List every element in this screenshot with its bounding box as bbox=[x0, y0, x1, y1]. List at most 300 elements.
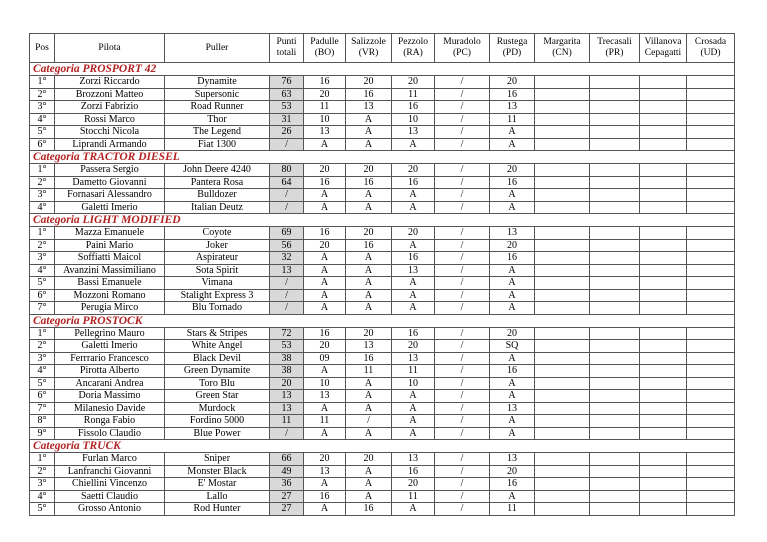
col-pezzolo-cell: 13 bbox=[392, 453, 435, 466]
col-muradolo-cell: / bbox=[435, 377, 490, 390]
col-trecasali-cell bbox=[590, 327, 640, 340]
col-crosada-cell bbox=[687, 189, 735, 202]
col-pilota-cell: Saetti Claudio bbox=[55, 490, 165, 503]
col-salizzole-cell: A bbox=[346, 277, 392, 290]
col-padulle-cell: 16 bbox=[304, 490, 346, 503]
col-crosada-cell bbox=[687, 239, 735, 252]
col-rustega-cell: SQ bbox=[490, 340, 535, 353]
col-rustega-cell: A bbox=[490, 415, 535, 428]
col-puller-cell: Sniper bbox=[165, 453, 270, 466]
col-padulle-cell: 10 bbox=[304, 113, 346, 126]
col-pilota-cell: Paini Mario bbox=[55, 239, 165, 252]
col-rustega-cell: 16 bbox=[490, 365, 535, 378]
col-muradolo-cell: / bbox=[435, 427, 490, 440]
col-salizzole-cell: A bbox=[346, 478, 392, 491]
col-muradolo-cell: / bbox=[435, 138, 490, 151]
category-row bbox=[30, 314, 735, 327]
col-pezzolo-cell: 11 bbox=[392, 88, 435, 101]
col-crosada-header: Crosada (UD) bbox=[687, 34, 735, 63]
col-pezzolo-cell: 13 bbox=[392, 264, 435, 277]
col-trecasali-cell bbox=[590, 478, 640, 491]
col-pilota-cell: Liprandi Armando bbox=[55, 138, 165, 151]
col-pezzolo-cell: 16 bbox=[392, 252, 435, 265]
col-pos-cell: 1° bbox=[30, 453, 55, 466]
col-punti-totali-cell: 13 bbox=[270, 390, 304, 403]
col-villanova-cell bbox=[640, 277, 687, 290]
col-trecasali-cell bbox=[590, 227, 640, 240]
col-margarita-cell bbox=[535, 76, 590, 89]
col-margarita-cell bbox=[535, 239, 590, 252]
col-salizzole-cell: A bbox=[346, 264, 392, 277]
col-padulle-cell: 09 bbox=[304, 352, 346, 365]
category-title: Categoria PROSPORT 42 bbox=[30, 63, 735, 76]
col-trecasali-cell bbox=[590, 176, 640, 189]
table-row bbox=[30, 478, 735, 491]
category-title: Categoria LIGHT MODIFIED bbox=[30, 214, 735, 227]
col-crosada-cell bbox=[687, 76, 735, 89]
col-puller-cell: The Legend bbox=[165, 126, 270, 139]
col-rustega-cell: 16 bbox=[490, 88, 535, 101]
col-trecasali-cell bbox=[590, 490, 640, 503]
col-crosada-cell bbox=[687, 327, 735, 340]
col-villanova-cell bbox=[640, 164, 687, 177]
col-pilota-cell: Bassi Emanuele bbox=[55, 277, 165, 290]
col-pezzolo-cell: A bbox=[392, 415, 435, 428]
col-crosada-cell bbox=[687, 503, 735, 516]
col-muradolo-cell: / bbox=[435, 164, 490, 177]
col-pos-cell: 2° bbox=[30, 465, 55, 478]
col-trecasali-cell bbox=[590, 189, 640, 202]
col-punti-totali-cell: / bbox=[270, 427, 304, 440]
col-pezzolo-cell: 13 bbox=[392, 126, 435, 139]
col-salizzole-cell: 16 bbox=[346, 176, 392, 189]
standings-table bbox=[29, 33, 735, 516]
table-header bbox=[30, 34, 735, 63]
col-crosada-cell bbox=[687, 164, 735, 177]
col-padulle-cell: A bbox=[304, 427, 346, 440]
col-muradolo-cell: / bbox=[435, 289, 490, 302]
col-villanova-cell bbox=[640, 340, 687, 353]
col-trecasali-cell bbox=[590, 239, 640, 252]
col-muradolo-cell: / bbox=[435, 227, 490, 240]
col-pezzolo-cell: 20 bbox=[392, 76, 435, 89]
col-trecasali-cell bbox=[590, 365, 640, 378]
col-pos-cell: 6° bbox=[30, 390, 55, 403]
col-crosada-cell bbox=[687, 352, 735, 365]
header-row bbox=[30, 34, 735, 63]
col-rustega-cell: 20 bbox=[490, 76, 535, 89]
col-crosada-cell bbox=[687, 277, 735, 290]
col-margarita-cell bbox=[535, 126, 590, 139]
col-padulle-cell: 20 bbox=[304, 340, 346, 353]
col-rustega-cell: 13 bbox=[490, 453, 535, 466]
col-crosada-cell bbox=[687, 289, 735, 302]
col-margarita-cell bbox=[535, 176, 590, 189]
col-punti-totali-cell: 76 bbox=[270, 76, 304, 89]
col-trecasali-cell bbox=[590, 302, 640, 315]
col-salizzole-cell: 20 bbox=[346, 327, 392, 340]
col-punti-totali-header: Punti totali bbox=[270, 34, 304, 63]
col-salizzole-cell: A bbox=[346, 490, 392, 503]
col-muradolo-cell: / bbox=[435, 176, 490, 189]
table-row bbox=[30, 377, 735, 390]
col-crosada-cell bbox=[687, 478, 735, 491]
col-pos-cell: 1° bbox=[30, 164, 55, 177]
col-puller-cell: Lallo bbox=[165, 490, 270, 503]
col-rustega-cell: 13 bbox=[490, 227, 535, 240]
col-salizzole-cell: A bbox=[346, 252, 392, 265]
col-punti-totali-cell: 26 bbox=[270, 126, 304, 139]
col-trecasali-cell bbox=[590, 415, 640, 428]
table-row bbox=[30, 201, 735, 214]
col-margarita-cell bbox=[535, 138, 590, 151]
col-rustega-cell: 16 bbox=[490, 176, 535, 189]
col-crosada-cell bbox=[687, 453, 735, 466]
col-crosada-cell bbox=[687, 101, 735, 114]
col-pilota-cell: Avanzini Massimiliano bbox=[55, 264, 165, 277]
col-margarita-cell bbox=[535, 302, 590, 315]
col-pezzolo-cell: 11 bbox=[392, 490, 435, 503]
col-crosada-cell bbox=[687, 302, 735, 315]
col-salizzole-cell: 16 bbox=[346, 503, 392, 516]
col-pilota-header: Pilota bbox=[55, 34, 165, 63]
col-muradolo-cell: / bbox=[435, 189, 490, 202]
col-padulle-cell: 20 bbox=[304, 239, 346, 252]
col-salizzole-cell: 11 bbox=[346, 365, 392, 378]
col-punti-totali-cell: 27 bbox=[270, 503, 304, 516]
col-rustega-cell: A bbox=[490, 201, 535, 214]
col-margarita-cell bbox=[535, 164, 590, 177]
col-salizzole-cell: A bbox=[346, 402, 392, 415]
col-trecasali-cell bbox=[590, 402, 640, 415]
table-row bbox=[30, 101, 735, 114]
col-rustega-cell: A bbox=[490, 490, 535, 503]
col-pos-cell: 2° bbox=[30, 239, 55, 252]
col-punti-totali-cell: 20 bbox=[270, 377, 304, 390]
col-pos-cell: 1° bbox=[30, 327, 55, 340]
col-padulle-cell: A bbox=[304, 201, 346, 214]
col-punti-totali-cell: / bbox=[270, 289, 304, 302]
col-puller-cell: E' Mostar bbox=[165, 478, 270, 491]
col-pilota-cell: Fornasari Alessandro bbox=[55, 189, 165, 202]
col-crosada-cell bbox=[687, 377, 735, 390]
col-villanova-cell bbox=[640, 352, 687, 365]
col-pezzolo-cell: A bbox=[392, 302, 435, 315]
col-salizzole-cell: A bbox=[346, 113, 392, 126]
table-row bbox=[30, 264, 735, 277]
col-pos-cell: 2° bbox=[30, 88, 55, 101]
col-punti-totali-cell: 31 bbox=[270, 113, 304, 126]
col-pezzolo-cell: 16 bbox=[392, 465, 435, 478]
col-pos-cell: 1° bbox=[30, 227, 55, 240]
col-puller-cell: Blue Power bbox=[165, 427, 270, 440]
col-villanova-cell bbox=[640, 76, 687, 89]
col-pilota-cell: Passera Sergio bbox=[55, 164, 165, 177]
col-salizzole-cell: 16 bbox=[346, 239, 392, 252]
col-margarita-cell bbox=[535, 415, 590, 428]
col-puller-cell: Supersonic bbox=[165, 88, 270, 101]
col-puller-cell: Black Devil bbox=[165, 352, 270, 365]
col-margarita-cell bbox=[535, 189, 590, 202]
col-pezzolo-cell: 20 bbox=[392, 478, 435, 491]
col-rustega-cell: A bbox=[490, 302, 535, 315]
col-padulle-header: Padulle (BO) bbox=[304, 34, 346, 63]
col-trecasali-cell bbox=[590, 101, 640, 114]
col-pos-cell: 4° bbox=[30, 264, 55, 277]
table-row bbox=[30, 138, 735, 151]
col-pilota-cell: Rossi Marco bbox=[55, 113, 165, 126]
col-puller-cell: Vimana bbox=[165, 277, 270, 290]
col-margarita-cell bbox=[535, 402, 590, 415]
col-padulle-cell: 16 bbox=[304, 76, 346, 89]
col-muradolo-cell: / bbox=[435, 465, 490, 478]
col-crosada-cell bbox=[687, 201, 735, 214]
col-punti-totali-cell: / bbox=[270, 138, 304, 151]
col-rustega-cell: A bbox=[490, 264, 535, 277]
col-trecasali-cell bbox=[590, 453, 640, 466]
table-row bbox=[30, 113, 735, 126]
col-villanova-cell bbox=[640, 478, 687, 491]
col-crosada-cell bbox=[687, 264, 735, 277]
col-pos-cell: 4° bbox=[30, 201, 55, 214]
col-trecasali-cell bbox=[590, 377, 640, 390]
col-punti-totali-cell: 80 bbox=[270, 164, 304, 177]
col-trecasali-cell bbox=[590, 340, 640, 353]
col-salizzole-cell: 16 bbox=[346, 88, 392, 101]
col-crosada-cell bbox=[687, 138, 735, 151]
col-pezzolo-cell: 16 bbox=[392, 176, 435, 189]
col-pezzolo-cell: 10 bbox=[392, 113, 435, 126]
col-padulle-cell: A bbox=[304, 302, 346, 315]
col-villanova-cell bbox=[640, 101, 687, 114]
col-villanova-cell bbox=[640, 453, 687, 466]
col-padulle-cell: 13 bbox=[304, 126, 346, 139]
col-pos-cell: 4° bbox=[30, 365, 55, 378]
col-puller-cell: White Angel bbox=[165, 340, 270, 353]
col-pos-cell: 2° bbox=[30, 176, 55, 189]
col-villanova-cell bbox=[640, 390, 687, 403]
col-crosada-cell bbox=[687, 427, 735, 440]
col-pezzolo-cell: A bbox=[392, 402, 435, 415]
col-salizzole-cell: A bbox=[346, 427, 392, 440]
col-pilota-cell: Fissolo Claudio bbox=[55, 427, 165, 440]
col-rustega-cell: 13 bbox=[490, 402, 535, 415]
col-villanova-cell bbox=[640, 402, 687, 415]
col-pos-cell: 7° bbox=[30, 402, 55, 415]
col-villanova-cell bbox=[640, 377, 687, 390]
col-trecasali-cell bbox=[590, 289, 640, 302]
col-pezzolo-cell: A bbox=[392, 277, 435, 290]
table-row bbox=[30, 239, 735, 252]
col-rustega-cell: 11 bbox=[490, 113, 535, 126]
col-muradolo-cell: / bbox=[435, 340, 490, 353]
col-pilota-cell: Ferrrario Francesco bbox=[55, 352, 165, 365]
col-margarita-cell bbox=[535, 289, 590, 302]
col-padulle-cell: 20 bbox=[304, 88, 346, 101]
col-puller-cell: Blu Tornado bbox=[165, 302, 270, 315]
col-pilota-cell: Milanesio Davide bbox=[55, 402, 165, 415]
col-trecasali-cell bbox=[590, 88, 640, 101]
col-salizzole-cell: 16 bbox=[346, 352, 392, 365]
col-pilota-cell: Brozzoni Matteo bbox=[55, 88, 165, 101]
col-villanova-cell bbox=[640, 264, 687, 277]
col-pilota-cell: Dametto Giovanni bbox=[55, 176, 165, 189]
col-pos-cell: 3° bbox=[30, 252, 55, 265]
col-trecasali-cell bbox=[590, 465, 640, 478]
col-pilota-cell: Grosso Antonio bbox=[55, 503, 165, 516]
col-margarita-cell bbox=[535, 427, 590, 440]
col-crosada-cell bbox=[687, 113, 735, 126]
col-margarita-cell bbox=[535, 503, 590, 516]
col-puller-cell: Dynamite bbox=[165, 76, 270, 89]
col-villanova-cell bbox=[640, 189, 687, 202]
col-punti-totali-cell: 32 bbox=[270, 252, 304, 265]
category-row bbox=[30, 214, 735, 227]
col-pezzolo-cell: A bbox=[392, 503, 435, 516]
col-pilota-cell: Mazza Emanuele bbox=[55, 227, 165, 240]
col-muradolo-cell: / bbox=[435, 327, 490, 340]
col-muradolo-cell: / bbox=[435, 277, 490, 290]
col-pezzolo-cell: 20 bbox=[392, 227, 435, 240]
col-pezzolo-cell: A bbox=[392, 239, 435, 252]
col-margarita-cell bbox=[535, 227, 590, 240]
col-rustega-cell: 16 bbox=[490, 252, 535, 265]
col-trecasali-cell bbox=[590, 277, 640, 290]
col-puller-cell: Toro Blu bbox=[165, 377, 270, 390]
col-salizzole-cell: 20 bbox=[346, 76, 392, 89]
col-pezzolo-cell: 10 bbox=[392, 377, 435, 390]
col-margarita-cell bbox=[535, 490, 590, 503]
category-title: Categoria TRUCK bbox=[30, 440, 735, 453]
table-row bbox=[30, 390, 735, 403]
col-muradolo-cell: / bbox=[435, 352, 490, 365]
col-crosada-cell bbox=[687, 415, 735, 428]
col-pilota-cell: Doria Massimo bbox=[55, 390, 165, 403]
col-pilota-cell: Galetti Imerio bbox=[55, 340, 165, 353]
col-crosada-cell bbox=[687, 390, 735, 403]
col-villanova-cell bbox=[640, 365, 687, 378]
col-pilota-cell: Pellegrino Mauro bbox=[55, 327, 165, 340]
col-rustega-cell: A bbox=[490, 138, 535, 151]
col-trecasali-cell bbox=[590, 390, 640, 403]
col-muradolo-cell: / bbox=[435, 88, 490, 101]
col-margarita-cell bbox=[535, 88, 590, 101]
col-rustega-cell: A bbox=[490, 352, 535, 365]
col-puller-cell: Fiat 1300 bbox=[165, 138, 270, 151]
col-muradolo-header: Muradolo (PC) bbox=[435, 34, 490, 63]
col-padulle-cell: 16 bbox=[304, 176, 346, 189]
col-punti-totali-cell: 13 bbox=[270, 402, 304, 415]
col-pezzolo-cell: A bbox=[392, 189, 435, 202]
col-margarita-cell bbox=[535, 465, 590, 478]
col-margarita-cell bbox=[535, 365, 590, 378]
col-salizzole-cell: A bbox=[346, 302, 392, 315]
col-salizzole-cell: 13 bbox=[346, 101, 392, 114]
col-pezzolo-cell: 13 bbox=[392, 352, 435, 365]
col-pos-cell: 4° bbox=[30, 113, 55, 126]
col-margarita-cell bbox=[535, 113, 590, 126]
col-pilota-cell: Perugia Mirco bbox=[55, 302, 165, 315]
col-punti-totali-cell: 56 bbox=[270, 239, 304, 252]
col-villanova-cell bbox=[640, 503, 687, 516]
col-margarita-cell bbox=[535, 277, 590, 290]
col-puller-cell: Coyote bbox=[165, 227, 270, 240]
col-punti-totali-cell: 66 bbox=[270, 453, 304, 466]
col-rustega-cell: A bbox=[490, 126, 535, 139]
col-muradolo-cell: / bbox=[435, 478, 490, 491]
col-pilota-cell: Furlan Marco bbox=[55, 453, 165, 466]
col-padulle-cell: A bbox=[304, 264, 346, 277]
col-pos-cell: 4° bbox=[30, 490, 55, 503]
col-muradolo-cell: / bbox=[435, 252, 490, 265]
col-puller-cell: Aspirateur bbox=[165, 252, 270, 265]
col-pos-header: Pos bbox=[30, 34, 55, 63]
col-rustega-cell: A bbox=[490, 427, 535, 440]
col-muradolo-cell: / bbox=[435, 101, 490, 114]
col-villanova-cell bbox=[640, 138, 687, 151]
col-punti-totali-cell: / bbox=[270, 277, 304, 290]
table-row bbox=[30, 126, 735, 139]
category-row bbox=[30, 440, 735, 453]
col-pos-cell: 5° bbox=[30, 503, 55, 516]
col-villanova-cell bbox=[640, 490, 687, 503]
col-pilota-cell: Chiellini Vincenzo bbox=[55, 478, 165, 491]
col-trecasali-header: Trecasali (PR) bbox=[590, 34, 640, 63]
col-puller-header: Puller bbox=[165, 34, 270, 63]
col-margarita-cell bbox=[535, 352, 590, 365]
col-villanova-cell bbox=[640, 88, 687, 101]
col-margarita-cell bbox=[535, 101, 590, 114]
table-row bbox=[30, 427, 735, 440]
col-muradolo-cell: / bbox=[435, 201, 490, 214]
col-pilota-cell: Pirotta Alberto bbox=[55, 365, 165, 378]
col-pilota-cell: Ronga Fabio bbox=[55, 415, 165, 428]
col-villanova-cell bbox=[640, 415, 687, 428]
col-pilota-cell: Lanfranchi Giovanni bbox=[55, 465, 165, 478]
col-pos-cell: 9° bbox=[30, 427, 55, 440]
col-muradolo-cell: / bbox=[435, 390, 490, 403]
col-punti-totali-cell: / bbox=[270, 302, 304, 315]
col-salizzole-cell: 20 bbox=[346, 227, 392, 240]
col-trecasali-cell bbox=[590, 201, 640, 214]
col-margarita-cell bbox=[535, 340, 590, 353]
col-punti-totali-cell: 69 bbox=[270, 227, 304, 240]
col-margarita-header: Margarita (CN) bbox=[535, 34, 590, 63]
col-puller-cell: Rod Hunter bbox=[165, 503, 270, 516]
col-villanova-cell bbox=[640, 201, 687, 214]
col-punti-totali-cell: 38 bbox=[270, 352, 304, 365]
col-pos-cell: 5° bbox=[30, 277, 55, 290]
col-rustega-cell: A bbox=[490, 277, 535, 290]
table-row bbox=[30, 252, 735, 265]
col-pezzolo-cell: 16 bbox=[392, 327, 435, 340]
col-puller-cell: John Deere 4240 bbox=[165, 164, 270, 177]
col-punti-totali-cell: 36 bbox=[270, 478, 304, 491]
table-row bbox=[30, 277, 735, 290]
col-padulle-cell: 16 bbox=[304, 227, 346, 240]
table-body bbox=[30, 63, 735, 516]
col-trecasali-cell bbox=[590, 164, 640, 177]
table-row bbox=[30, 189, 735, 202]
col-muradolo-cell: / bbox=[435, 490, 490, 503]
col-muradolo-cell: / bbox=[435, 402, 490, 415]
col-puller-cell: Stalight Express 3 bbox=[165, 289, 270, 302]
col-villanova-cell bbox=[640, 239, 687, 252]
col-margarita-cell bbox=[535, 377, 590, 390]
table-row bbox=[30, 352, 735, 365]
col-crosada-cell bbox=[687, 465, 735, 478]
table-row bbox=[30, 289, 735, 302]
